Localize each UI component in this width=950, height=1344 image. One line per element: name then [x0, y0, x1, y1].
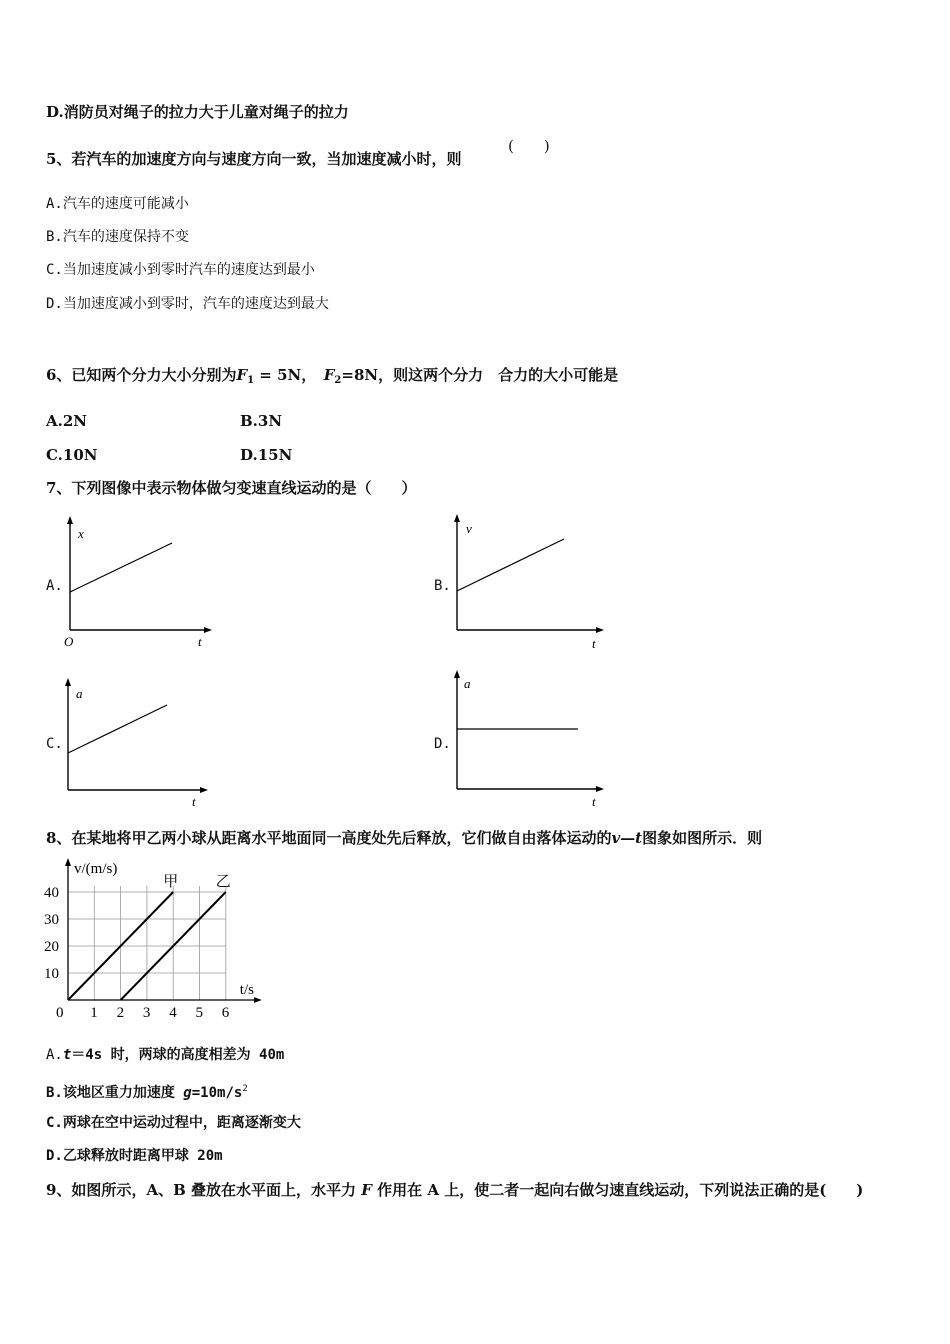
- q6-option-c: C.10N: [46, 446, 98, 464]
- y-axis-label: x: [78, 526, 84, 541]
- graph-line: [457, 539, 564, 591]
- q6-f2-value: =8N: [341, 366, 379, 384]
- vt-x-tick-label: 4: [169, 1005, 177, 1021]
- q6-option-b: B.3N: [240, 412, 283, 430]
- vt-y-axis-label: v/(m/s): [74, 861, 118, 877]
- q7-graph-b-label: B.: [434, 578, 451, 594]
- q8-a-t: t: [62, 1047, 72, 1063]
- vt-x-tick-label: 0: [56, 1005, 64, 1021]
- q9-ab: A、B: [146, 1181, 186, 1199]
- q8-d-prefix: D.乙球释放时距离甲球: [46, 1148, 198, 1164]
- x-axis-label: t: [592, 636, 596, 651]
- q8-a-rest: ＝4s 时，两球的高度相差为: [71, 1047, 260, 1063]
- q8-a-value: 40m: [259, 1047, 285, 1063]
- q7-graph-b: [446, 514, 606, 654]
- q7-graph-c-label: C.: [46, 736, 63, 752]
- q8-vt-chart: [40, 856, 270, 1024]
- origin-label: O: [64, 634, 74, 649]
- q7-graph-c: [56, 676, 216, 816]
- q8-b-g: g: [183, 1085, 192, 1101]
- q8-a-prefix: A.: [46, 1047, 63, 1063]
- vt-x-tick-label: 3: [142, 1005, 151, 1021]
- vt-y-tick-label: 20: [44, 939, 59, 955]
- y-axis-label: v: [466, 521, 472, 536]
- vt-y-tick-label: 10: [44, 966, 59, 982]
- q8-d-value: 20m: [197, 1148, 223, 1164]
- vt-y-tick-label: 30: [44, 912, 59, 928]
- q8-stem-prefix: 8、在某地将甲乙两小球从距离水平地面同一高度处先后释放，它们做自由落体运动的: [46, 829, 612, 847]
- q8-option-b: [46, 1079, 248, 1103]
- q7-graph-d-label: D.: [434, 736, 451, 752]
- vt-x-axis-label: t/s: [239, 982, 254, 998]
- q8-option-d: [46, 1146, 223, 1166]
- vt-x-tick-label: 6: [221, 1005, 230, 1021]
- q6-f2-sub: 2: [334, 375, 342, 386]
- q4-option-d: D.消防员对绳子的拉力大于儿童对绳子的拉力: [46, 103, 349, 121]
- q9-prefix: 9、如图所示，: [46, 1181, 147, 1199]
- q5-option-d: D.当加速度减小到零时，汽车的速度达到最大: [46, 296, 329, 312]
- q8-b-prefix: B.该地区重力加速度: [46, 1085, 184, 1101]
- vt-x-tick-label: 2: [116, 1005, 125, 1021]
- q6-f1-sub: 1: [247, 375, 255, 386]
- q6-f1: F: [236, 366, 248, 384]
- q6-f2: F: [323, 366, 335, 384]
- q8-stem-suffix: 图象如图所示．则: [642, 829, 763, 847]
- q8-b-sup: 2: [242, 1084, 248, 1094]
- q5-stem: 5、若汽车的加速度方向与速度方向一致，当加速度减小时，则: [46, 150, 462, 168]
- q7-graph-a-label: A.: [46, 578, 63, 594]
- q6-prefix: 6、已知两个分力大小分别为: [46, 366, 237, 384]
- y-axis-label: a: [76, 686, 83, 701]
- q9-a: A: [427, 1181, 439, 1199]
- graph-line: [70, 543, 172, 592]
- q6-option-d: D.15N: [240, 446, 293, 464]
- q9-mid1: 叠放在水平面上，水平力: [185, 1181, 362, 1199]
- x-axis-label: t: [592, 794, 596, 809]
- x-axis-label: t: [198, 634, 202, 649]
- vt-x-tick-label: 1: [90, 1005, 98, 1021]
- q8-stem-vt: v—t: [611, 829, 643, 847]
- vt-y-tick-label: 40: [44, 885, 59, 901]
- q5-answer-paren: ( ): [508, 137, 550, 155]
- graph-line: [68, 705, 167, 753]
- q5-option-b: B.汽车的速度保持不变: [46, 229, 189, 245]
- q8-option-c: C.两球在空中运动过程中，距离逐渐变大: [46, 1115, 301, 1131]
- q6-f1-value: = 5N: [254, 366, 302, 384]
- vt-x-tick-label: 5: [195, 1005, 203, 1021]
- q9-stem: [46, 1180, 863, 1200]
- q9-suffix: 上，使二者一起向右做匀速直线运动，下列说法正确的是( ): [438, 1181, 864, 1199]
- q7-stem: 7、下列图像中表示物体做匀变速直线运动的是（ ）: [46, 479, 417, 497]
- q9-mid2: 作用在: [371, 1181, 428, 1199]
- q6-suffix: ，则这两个分力 合力的大小可能是: [378, 366, 619, 384]
- vt-series-label-1: 乙: [215, 874, 231, 890]
- q5-option-a: A.汽车的速度可能减小: [46, 196, 189, 212]
- q7-graph-d: [446, 672, 606, 812]
- vt-series-label-0: 甲: [163, 874, 179, 890]
- q6-separator: ，: [301, 366, 324, 384]
- q9-f: F: [361, 1181, 372, 1199]
- q7-graph-a: [58, 514, 218, 654]
- q8-b-value: =10m/s: [191, 1085, 243, 1101]
- q6-stem: [46, 365, 618, 391]
- y-axis-label: a: [464, 676, 471, 691]
- q6-option-a: A.2N: [46, 412, 88, 430]
- q8-option-a: [46, 1045, 284, 1065]
- q8-stem: [46, 828, 762, 848]
- q5-option-c: C.当加速度减小到零时汽车的速度达到最小: [46, 262, 315, 278]
- x-axis-label: t: [192, 794, 196, 809]
